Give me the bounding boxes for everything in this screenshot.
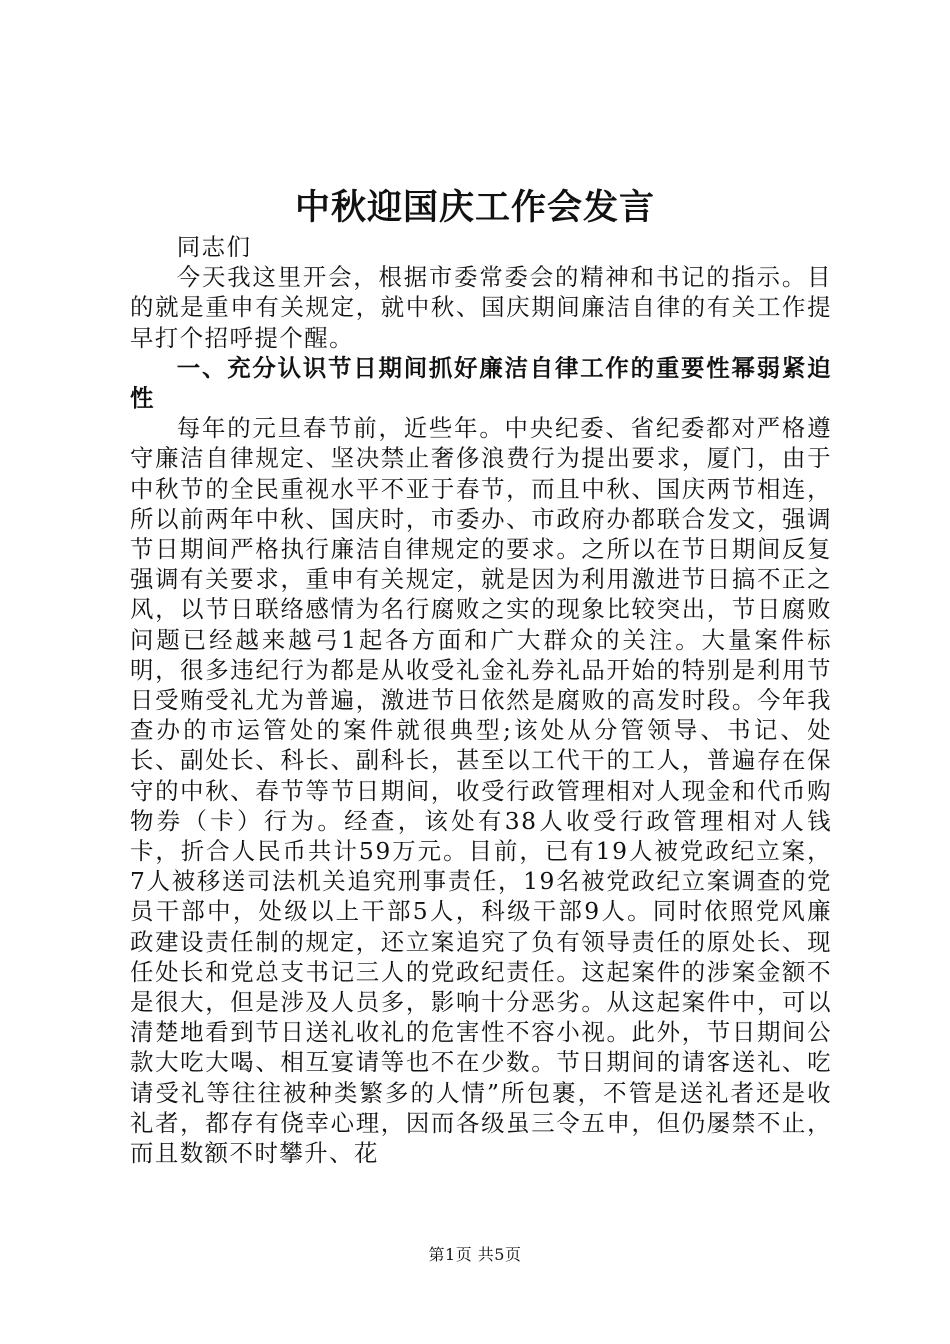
document-title: 中秋迎国庆工作会发言	[294, 187, 655, 228]
document-body	[130, 232, 832, 1168]
greeting: 同志们	[176, 233, 252, 261]
page-footer: 第1页 共5页	[428, 1245, 522, 1264]
section-heading-1: 一、充分认识节日期间抓好廉洁自律工作的重要性幂弱紧迫性	[130, 353, 832, 413]
section-1-paragraph: 每年的元旦春节前，近些年。中央纪委、省纪委都对严格遵守廉洁自律规定、坚决禁止奢侈浪费行为提出要求，厦门，由于中秋节的全民重视水平不亚于春节，而且中秋、国庆两节相连，所以前两年中秋、国庆时，市委办、市政府办都联合发文，强调节日期间严格执行廉洁自律规定的要求。之所以在节日期间反复强调有关要求，重申有关规定，就是因为利用激进节日搞不正之风，以节日联络感情为名行腐败之实的现象比较突出，节日腐败问题已经越来越弓1起各方面和广大群众的关注。大量案件标明，很多违纪行为都是从收受礼金礼券礼品开始的特别是利用节日受贿受礼尤为普遍，激进节日依然是腐败的高发时段。今年我查办的市运管处的案件就很典型;该处从分管领导、书记、处长、副处长、科长、副科长，甚至以工代干的工人，普遍存在保守的中秋、春节等节日期间，收受行政管理相对人现金和代币购物券（卡）行为。经查，该处有38人收受行政管理相对人钱卡，折合人民币共计59万元。目前，已有19人被党政纪立案，7人被移送司法机关追究刑事责任，19名被党政纪立案调查的党员干部中，处级以上干部5人，科级干部9人。同时依照党风廉政建设责任制的规定，还立案追究了负有领导责任的原处长、现任处长和党总支书记三人的党政纪责任。这起案件的涉案金额不是很大，但是涉及人员多，影响十分恶劣。从这起案件中，可以清楚地看到节日送礼收礼的危害性不容小视。此外，节日期间公款大吃大喝、相互宴请等也不在少数。节日期间的请客送礼、吃请受礼等往往被种类繁多的人情”所包裹，不管是送礼者还是收礼者，都存有侥幸心理，因而各级虽三令五申，但仍屡禁不止，而且数额不时攀升、花	[130, 414, 832, 1168]
intro-paragraph: 今天我这里开会，根据市委常委会的精神和书记的指示。目的就是重申有关规定，就中秋、国庆期间廉洁自律的有关工作提早打个招呼提个醒。	[130, 263, 832, 352]
